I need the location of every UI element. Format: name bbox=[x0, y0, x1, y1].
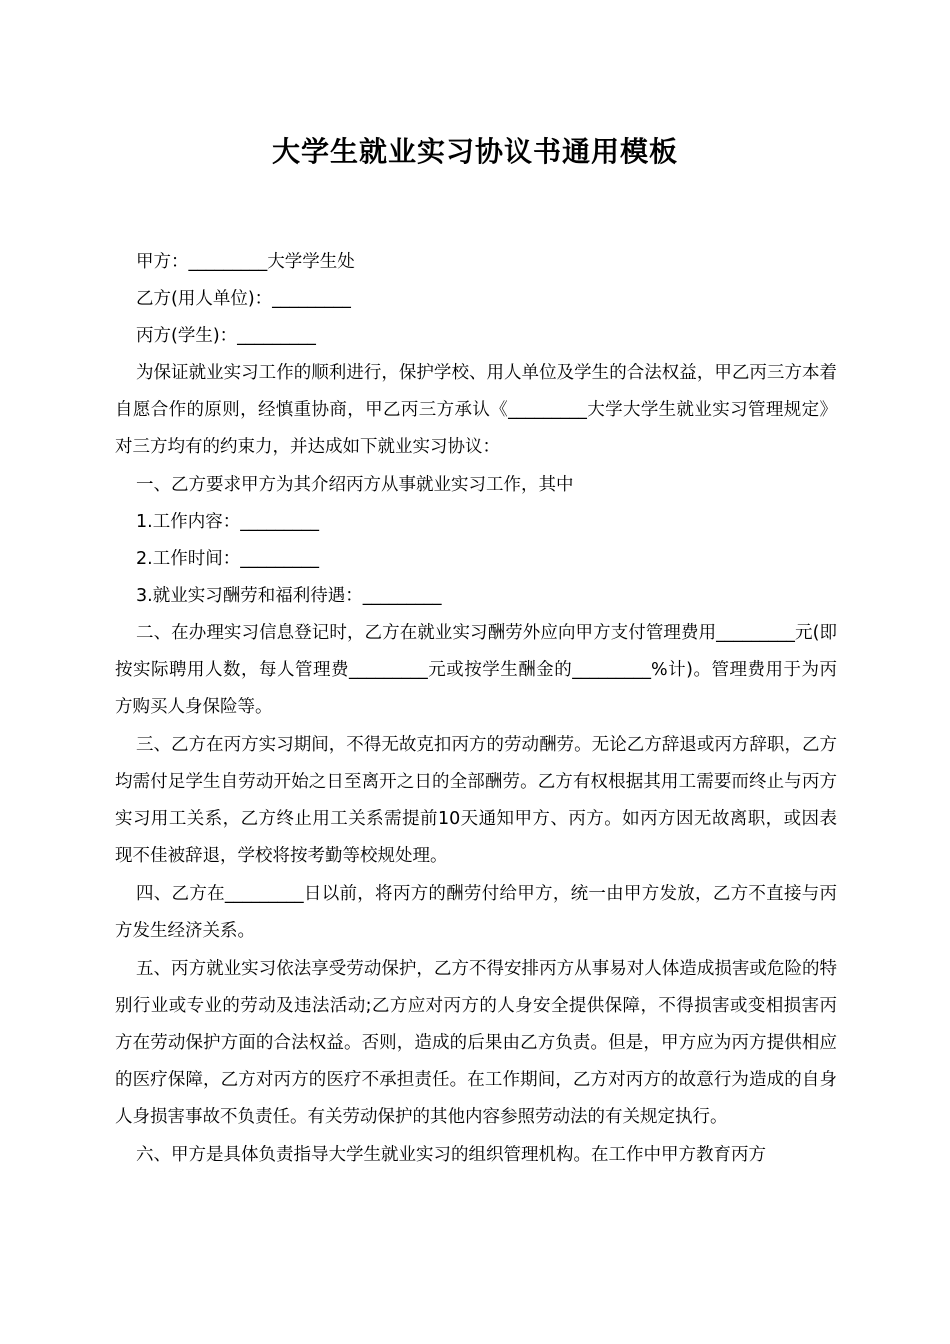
document-title: 大学生就业实习协议书通用模板 bbox=[271, 135, 678, 168]
clause-1-item-pay: 3.就业实习酬劳和福利待遇：_________ bbox=[136, 586, 442, 606]
clause-2-paragraph: 二、在办理实习信息登记时，乙方在就业实习酬劳外应向甲方支付管理费用_________元(即按实际聘用人数，每人管理费_________元或按学生酬金的_________%计)。管理费用于为丙方购买人身保险等。 bbox=[115, 623, 837, 717]
clause-6-paragraph: 六、甲方是具体负责指导大学生就业实习的组织管理机构。在工作中甲方教育丙方 bbox=[136, 1145, 766, 1165]
clause-3-paragraph: 三、乙方在丙方实习期间，不得无故克扣丙方的劳动酬劳。无论乙方辞退或丙方辞职，乙方均需付足学生自劳动开始之日至离开之日的全部酬劳。乙方有权根据其用工需要而终止与丙方实习用工关系，乙方终止用工关系需提前10天通知甲方、丙方。如丙方因无故离职，或因表现不佳被辞退，学校将按考勤等校规处理。 bbox=[115, 735, 837, 866]
clause-1-heading: 一、乙方要求甲方为其介绍丙方从事就业实习工作，其中 bbox=[136, 475, 574, 495]
clause-4-paragraph: 四、乙方在_________日以前，将丙方的酬劳付给甲方，统一由甲方发放，乙方不直接与丙方发生经济关系。 bbox=[115, 884, 837, 941]
party-a-line: 甲方：_________大学学生处 bbox=[136, 252, 355, 272]
clause-5-paragraph: 五、丙方就业实习依法享受劳动保护，乙方不得安排丙方从事易对人体造成损害或危险的特别行业或专业的劳动及违法活动;乙方应对丙方的人身安全提供保障，不得损害或变相损害丙方在劳动保护方面的合法权益。否则，造成的后果由乙方负责。但是，甲方应为丙方提供相应的医疗保障，乙方对丙方的医疗不承担责任。在工作期间，乙方对丙方的故意行为造成的自身人身损害事故不负责任。有关劳动保护的其他内容参照劳动法的有关规定执行。 bbox=[115, 959, 837, 1127]
party-b-line: 乙方(用人单位)：_________ bbox=[136, 289, 351, 309]
party-c-line: 丙方(学生)：_________ bbox=[136, 326, 316, 346]
intro-paragraph: 为保证就业实习工作的顺利进行，保护学校、用人单位及学生的合法权益，甲乙丙三方本着自愿合作的原则，经慎重协商，甲乙丙三方承认《_________大学大学生就业实习管理规定》对三方均有的约束力，并达成如下就业实习协议： bbox=[115, 363, 837, 457]
clause-1-item-work-content: 1.工作内容：_________ bbox=[136, 512, 319, 532]
clause-1-item-work-time: 2.工作时间：_________ bbox=[136, 549, 319, 569]
document-body bbox=[115, 244, 837, 1175]
